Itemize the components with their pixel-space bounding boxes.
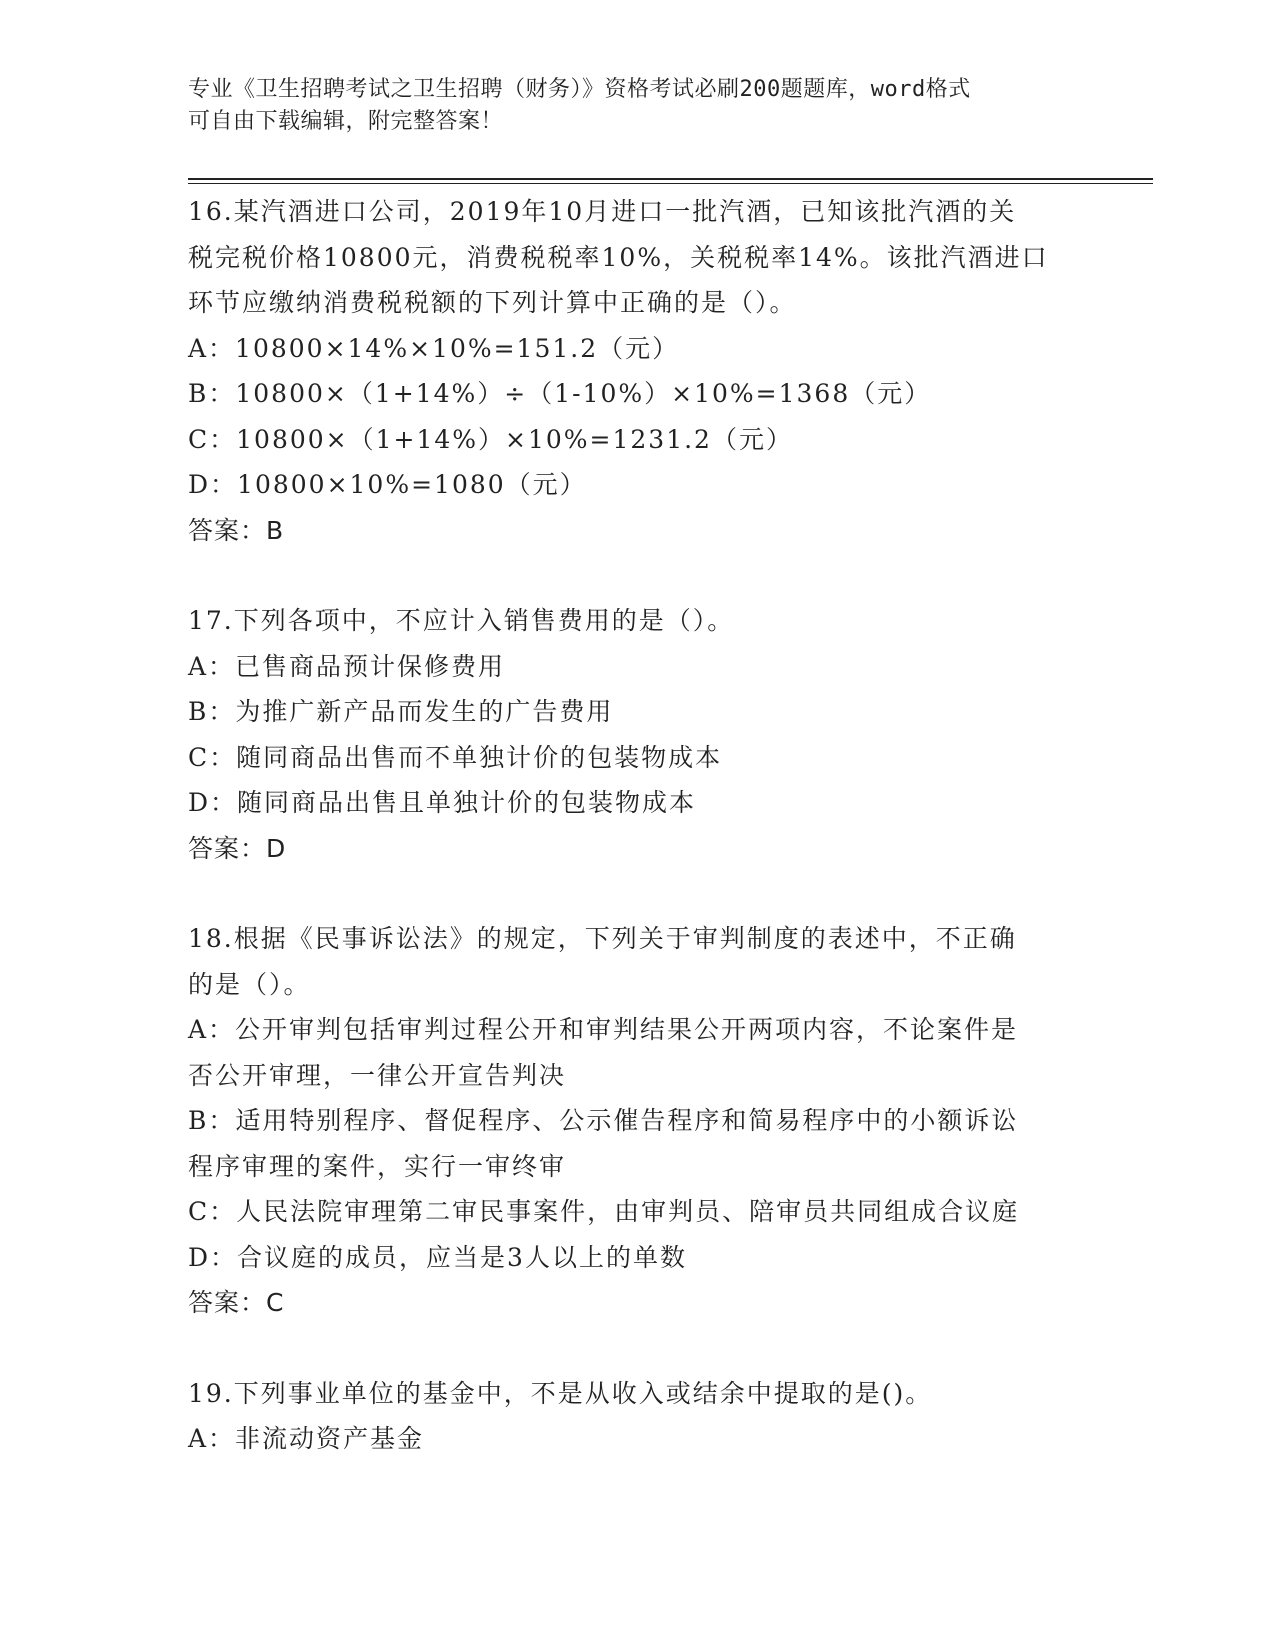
question-stem-line: 16.某汽酒进口公司，2019年10月进口一批汽酒，已知该批汽酒的关 xyxy=(188,197,1017,226)
header-line-2: 可自由下载编辑，附完整答案！ xyxy=(188,109,504,134)
option-b: B：适用特别程序、督促程序、公示催告程序和简易程序中的小额诉讼 xyxy=(188,1106,1019,1135)
option-c: C：10800×（1+14%）×10%=1231.2（元） xyxy=(188,424,793,454)
question-stem-line: 的是（）。 xyxy=(188,969,311,999)
option-b-continued: 程序审理的案件，实行一审终审 xyxy=(188,1151,567,1181)
option-a: A：非流动资产基金 xyxy=(188,1424,425,1453)
answer-line: 答案：D xyxy=(188,833,287,863)
question-stem-line: 环节应缴纳消费税税额的下列计算中正确的是（）。 xyxy=(188,288,797,317)
answer-line: 答案：B xyxy=(188,515,285,545)
question-stem-line: 17.下列各项中，不应计入销售费用的是（）。 xyxy=(188,606,735,635)
option-a: A：公开审判包括审判过程公开和审判结果公开两项内容，不论案件是 xyxy=(188,1015,1019,1044)
question-16 xyxy=(188,189,1088,553)
header-divider-thick xyxy=(188,178,1153,180)
option-d: D：合议庭的成员，应当是3人以上的单数 xyxy=(188,1242,687,1272)
question-stem-line: 税完税价格10800元，消费税税率10%，关税税率14%。该批汽酒进口 xyxy=(188,242,1049,272)
question-17 xyxy=(188,598,1088,871)
option-c: C：人民法院审理第二审民事案件，由审判员、陪审员共同组成合议庭 xyxy=(188,1197,1020,1226)
option-b: B：10800×（1+14%）÷（1-10%）×10%=1368（元） xyxy=(188,379,932,408)
option-a-continued: 否公开审理，一律公开宣告判决 xyxy=(188,1060,567,1090)
header-divider-thin xyxy=(188,183,1153,184)
document-header xyxy=(188,74,1068,138)
header-line-1: 专业《卫生招聘考试之卫生招聘（财务）》资格考试必刷200题题库，word格式 xyxy=(188,77,971,102)
option-c: C：随同商品出售而不单独计价的包装物成本 xyxy=(188,742,723,772)
question-list xyxy=(188,189,1088,1462)
question-18 xyxy=(188,916,1088,1326)
question-stem-line: 18.根据《民事诉讼法》的规定，下列关于审判制度的表述中，不正确 xyxy=(188,924,1017,953)
option-a: A：已售商品预计保修费用 xyxy=(188,651,506,681)
option-d: D：随同商品出售且单独计价的包装物成本 xyxy=(188,788,697,817)
option-b: B：为推广新产品而发生的广告费用 xyxy=(188,697,614,726)
option-d: D：10800×10%=1080（元） xyxy=(188,470,587,499)
question-19 xyxy=(188,1371,1088,1462)
answer-line: 答案：C xyxy=(188,1288,285,1317)
option-a: A：10800×14%×10%=151.2（元） xyxy=(188,333,680,363)
question-stem-line: 19.下列事业单位的基金中，不是从收入或结余中提取的是()。 xyxy=(188,1378,933,1408)
